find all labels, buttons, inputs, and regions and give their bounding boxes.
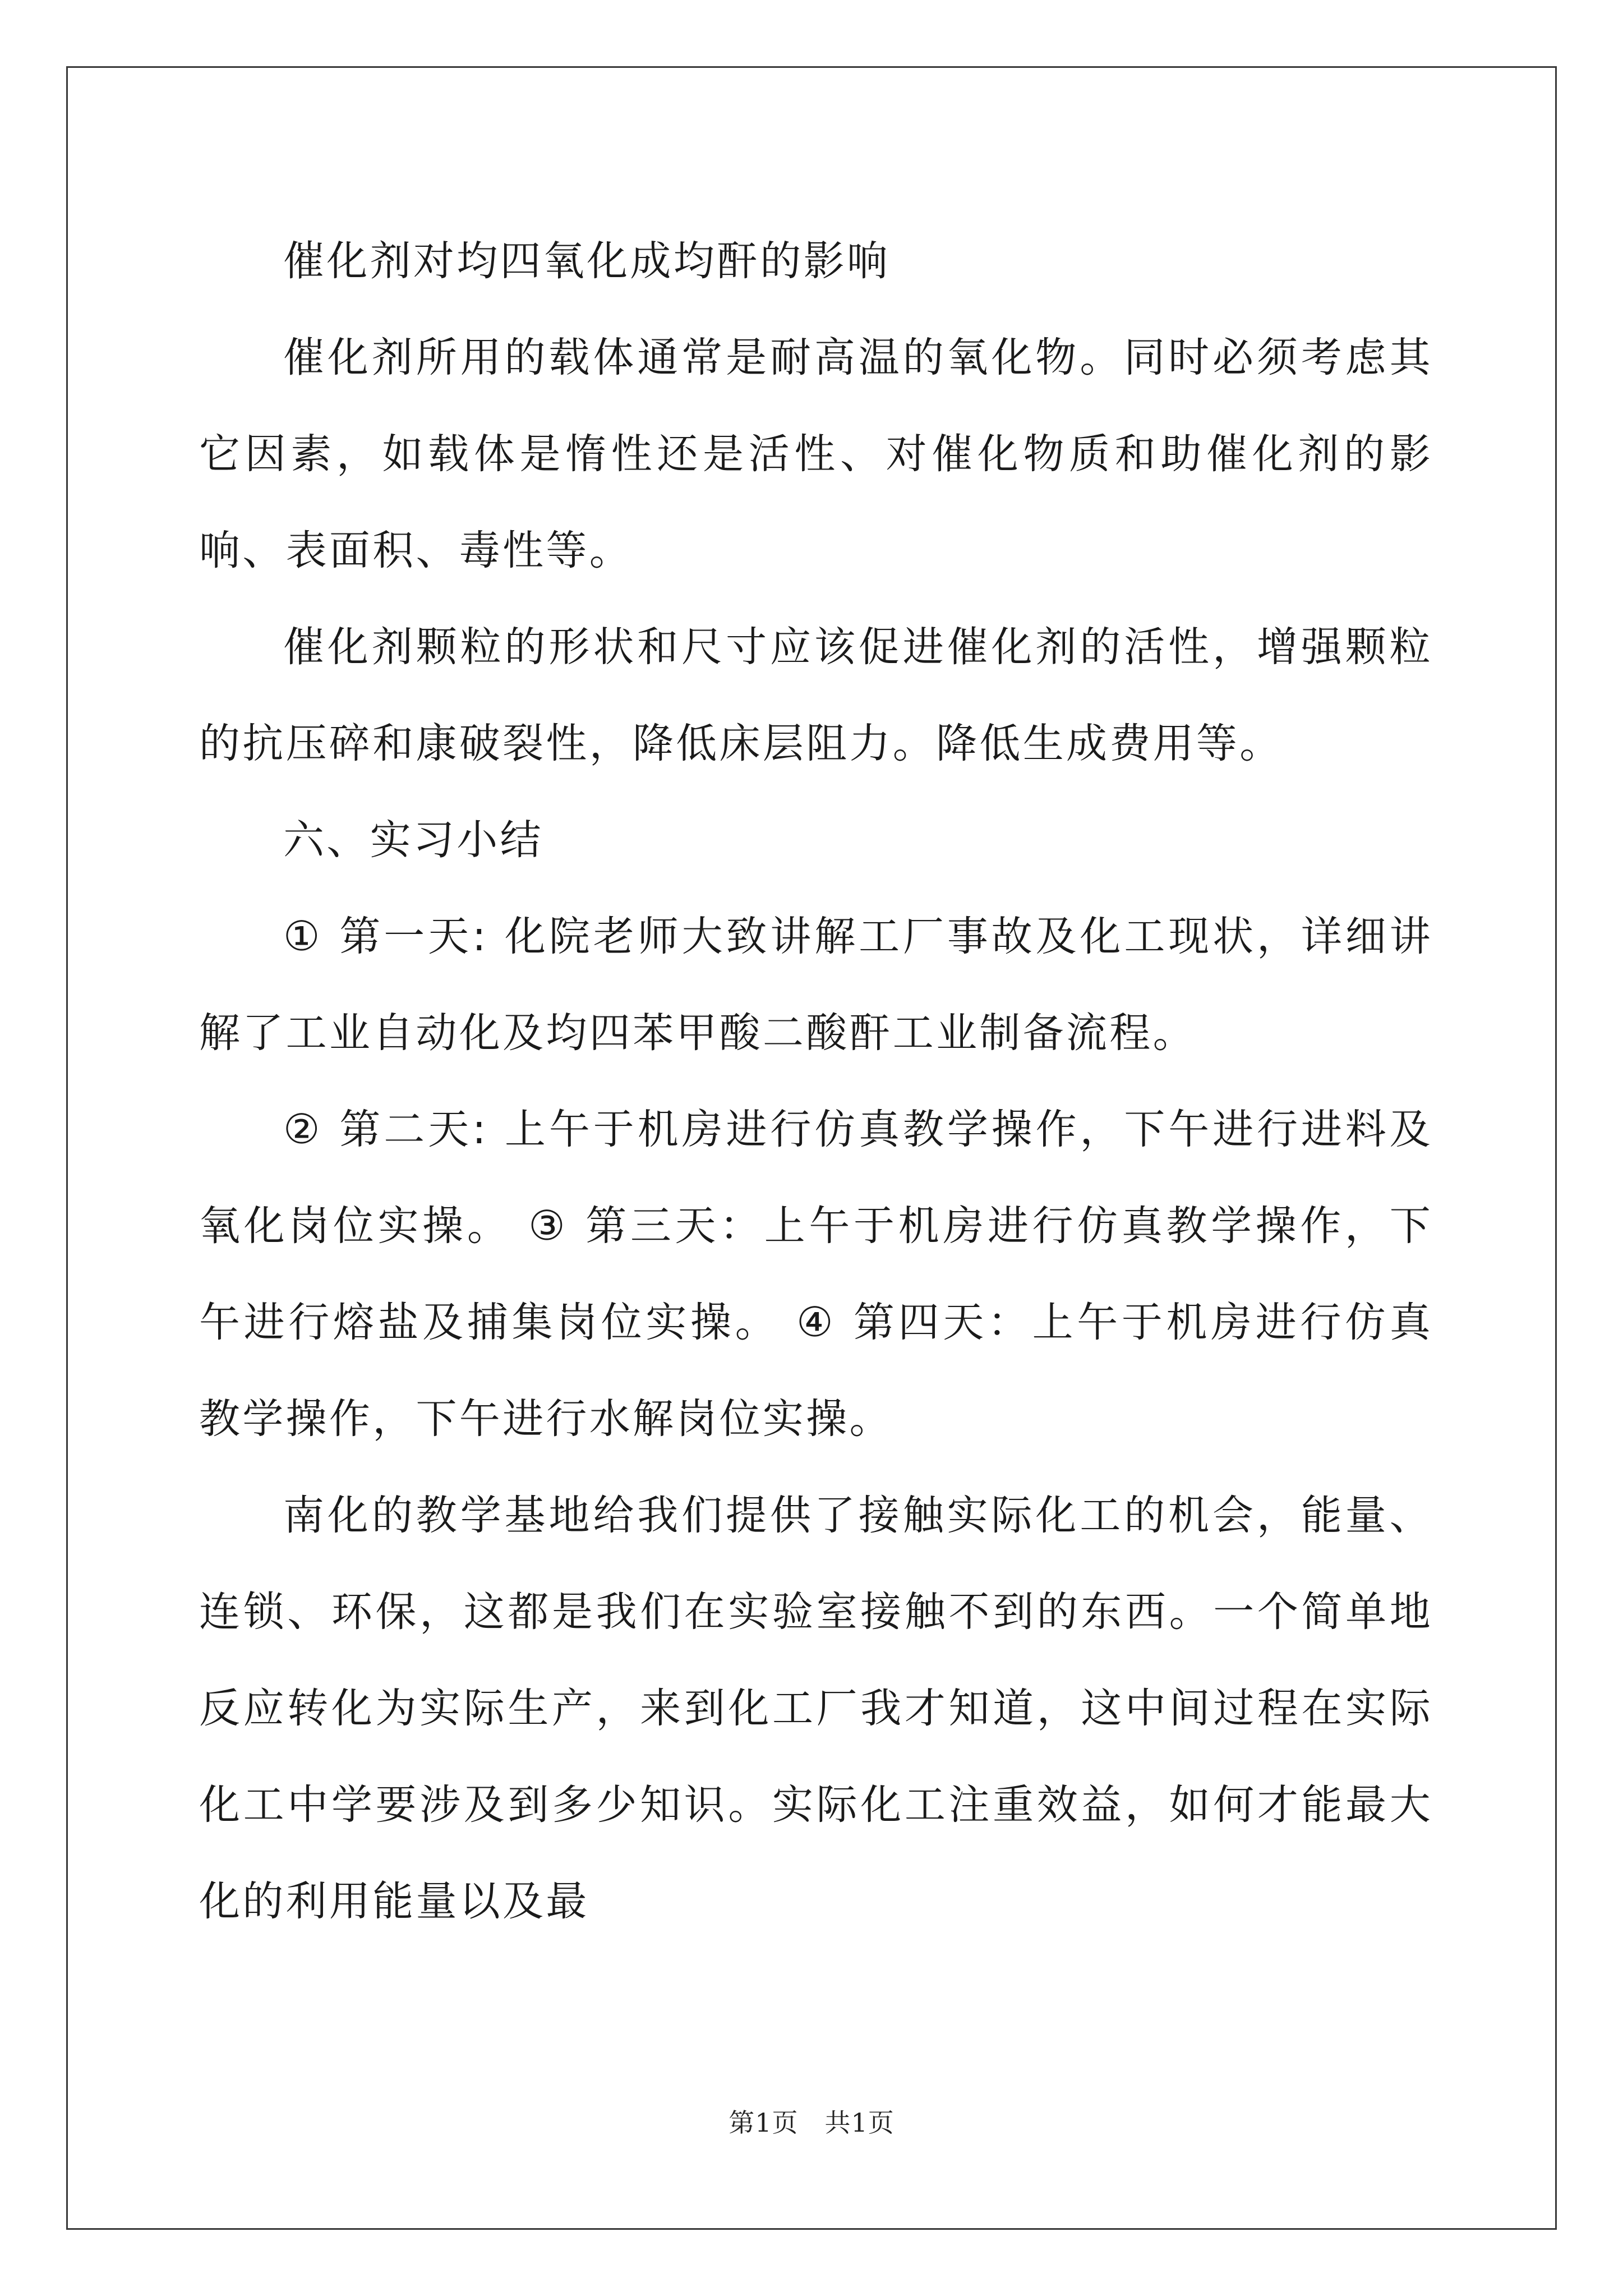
paragraph-days-two-to-four: ② 第二天: 上午于机房进行仿真教学操作，下午进行进料及氧化岗位实操。 ③ 第三天：上午于机房进行仿真教学操作，下午进行熔盐及捕集岗位实操。 ④ 第四天：上午于机房进行仿真教学操作，下午进行水解岗位实操。 [199, 1106, 1433, 1443]
paragraph-catalyst-heading: 催化剂对均四氧化成均酐的影响 [283, 237, 891, 285]
document-body [199, 213, 1433, 1950]
section-heading-internship-summary: 六、实习小结 [283, 816, 543, 864]
paragraph-catalyst-particles: 催化剂颗粒的形状和尺寸应该促进催化剂的活性，增强颗粒的抗压碎和康破裂性，降低床层阻力。降低生成费用等。 [199, 623, 1433, 767]
paragraph-day-one: ① 第一天: 化院老师大致讲解工厂事故及化工现状，详细讲解了工业自动化及均四苯甲酸二酸酐工业制备流程。 [199, 913, 1433, 1057]
paragraph-reflection: 南化的教学基地给我们提供了接触实际化工的机会，能量、连锁、环保，这都是我们在实验室接触不到的东西。一个简单地反应转化为实际生产，来到化工厂我才知道，这中间过程在实际化工中学要涉及到多少知识。实际化工注重效益，如何才能最大化的利用能量以及最 [199, 1492, 1433, 1925]
page-footer: 第1页 共1页 [728, 2108, 895, 2138]
paragraph-catalyst-support: 催化剂所用的载体通常是耐高温的氧化物。同时必须考虑其它因素，如载体是惰性还是活性、对催化物质和助催化剂的影响、表面积、毒性等。 [199, 334, 1433, 574]
